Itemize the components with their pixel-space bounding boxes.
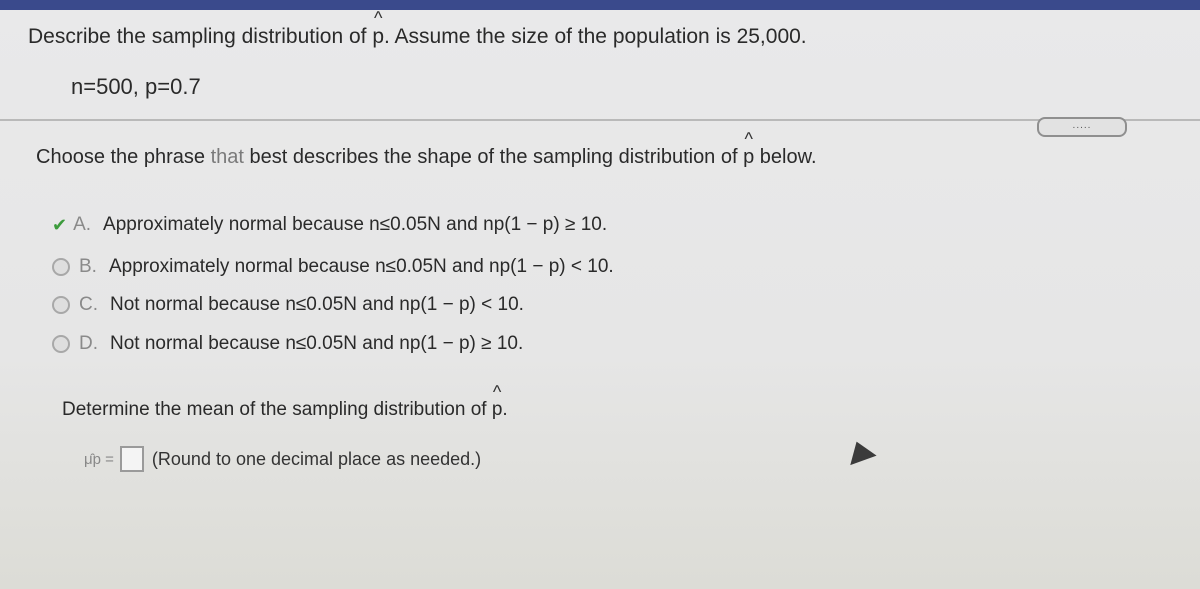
mean-symbol: μ̂p =	[84, 450, 114, 468]
p-hat-symbol: ^ p	[492, 399, 503, 421]
mouse-cursor-icon	[843, 437, 876, 465]
p-hat-symbol: ^ p	[372, 25, 384, 49]
option-c-text: Not normal because n≤0.05N and np(1 − p) < 10.	[110, 294, 524, 315]
shape-question: Choose the phrase that best describes the shape of the sampling distribution of ^ p below.	[36, 146, 817, 169]
option-a[interactable]: ✔ A. Approximately normal because n≤0.05N and np(1 − p) ≥ 10.	[52, 214, 608, 235]
more-options-button[interactable]: .....	[1037, 117, 1127, 137]
option-c[interactable]: C. Not normal because n≤0.05N and np(1 − p) < 10.	[52, 294, 524, 316]
checkmark-icon: ✔	[52, 214, 68, 235]
section-divider	[0, 119, 1200, 121]
rounding-hint: (Round to one decimal place as needed.)	[151, 448, 482, 469]
answer-input[interactable]	[120, 446, 144, 472]
option-d[interactable]: D. Not normal because n≤0.05N and np(1 − p) ≥ 10.	[52, 333, 523, 355]
top-bar	[0, 0, 1200, 10]
question-text: Describe the sampling distribution of ^ p. Assume the size of the population is 25,000.	[28, 25, 807, 49]
mean-question: Determine the mean of the sampling distribution of ^ p.	[62, 399, 508, 421]
p-hat-symbol: ^ p	[743, 146, 754, 169]
answer-row	[84, 446, 481, 472]
parameters: n=500, p=0.7	[71, 74, 201, 99]
option-b-text: Approximately normal because n≤0.05N and np(1 − p) < 10.	[108, 256, 614, 277]
radio-button-d[interactable]	[52, 335, 70, 353]
option-b[interactable]: B. Approximately normal because n≤0.05N and np(1 − p) < 10.	[52, 256, 614, 278]
option-d-text: Not normal because n≤0.05N and np(1 − p) ≥ 10.	[110, 333, 524, 354]
radio-button-b[interactable]	[52, 258, 70, 276]
option-a-text: Approximately normal because n≤0.05N and np(1 − p) ≥ 10.	[103, 214, 608, 235]
radio-button-c[interactable]	[52, 296, 70, 314]
